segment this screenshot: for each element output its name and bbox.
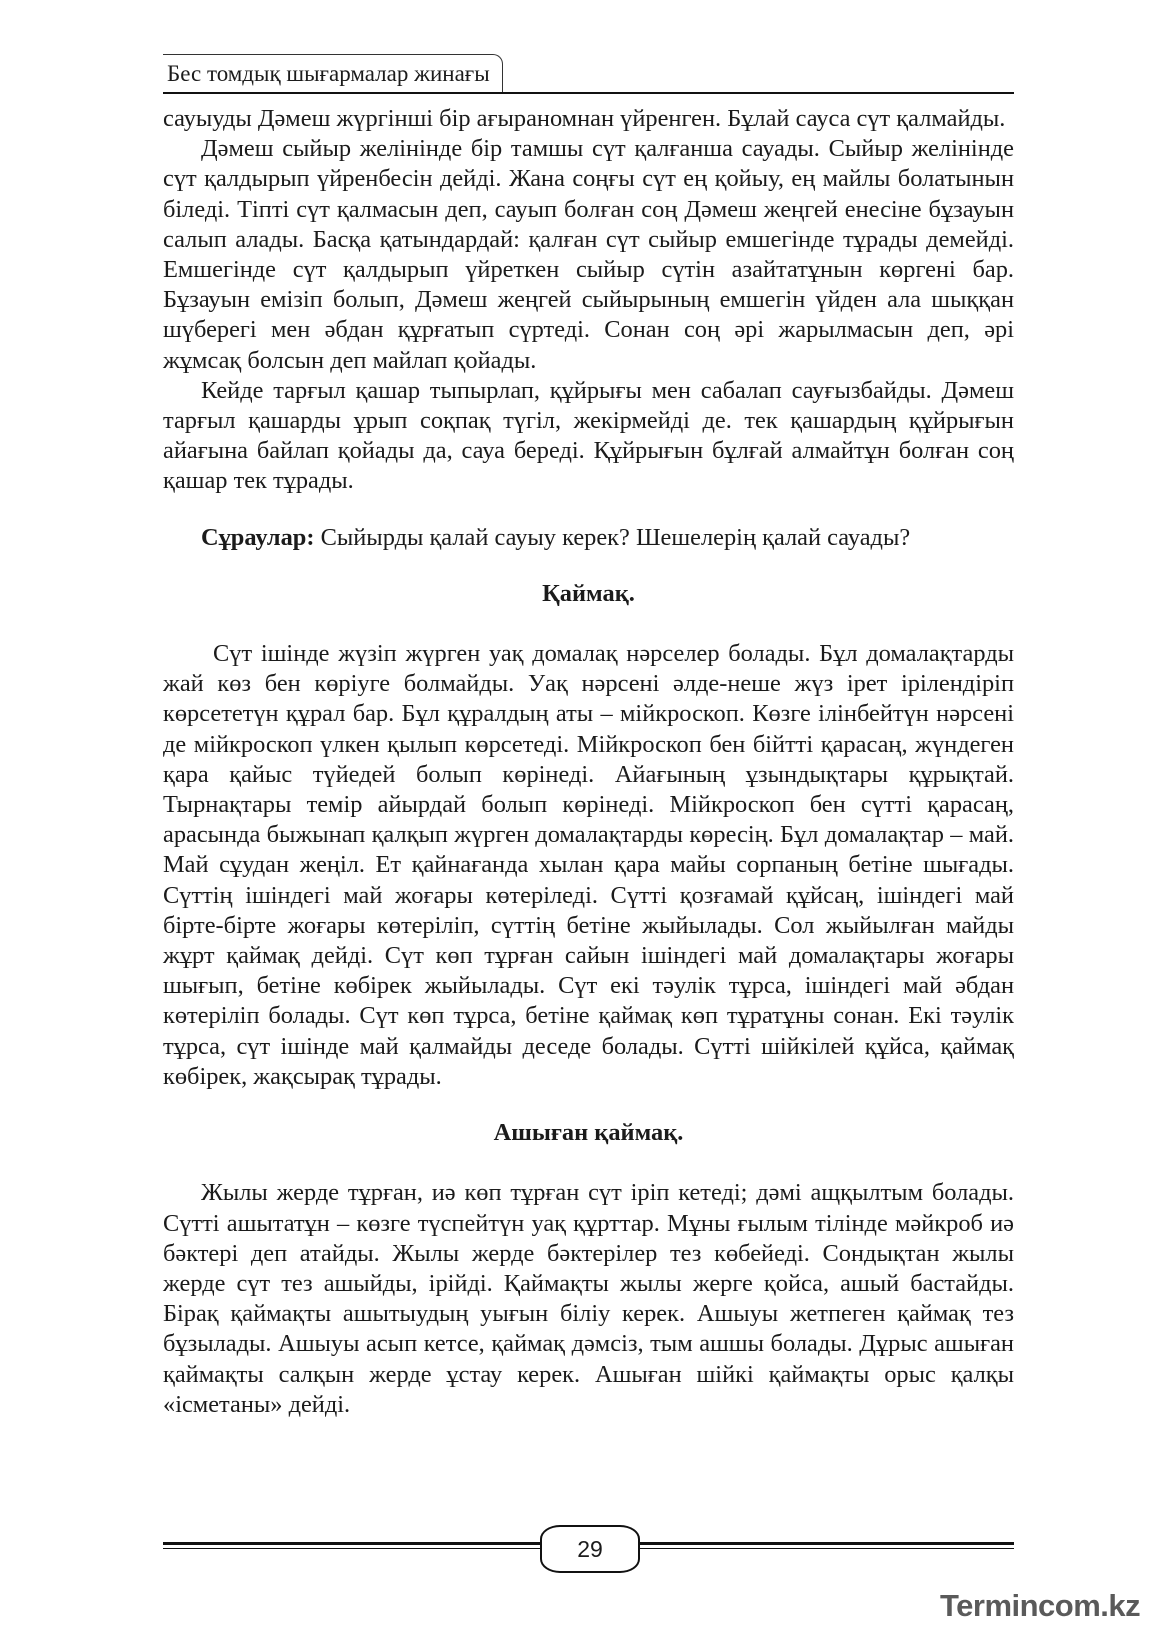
section-heading: Қаймақ. <box>542 579 635 607</box>
paragraph-continued: сауыуды Дәмеш жүргінші бір ағыраномнан үйренген. Бұлай сауса сүт қалмайды. <box>163 105 1006 132</box>
questions-text: Сыйырды қалай сауыу керек? Шешелерің қалай сауады? <box>314 523 911 551</box>
page-body <box>163 104 1014 1420</box>
paragraph: Кейде тарғыл қашар тыпырлап, құйрығы мен сабалап сауғызбайды. Дәмеш тарғыл қашарды ұрып соқпақ түгіл, жекірмейді де. тек қашардың құйрығын айағына байлап қойады да, сауа береді. Құйрығын бұлғай алмайтұн болған соң қашар тек тұрады. <box>163 376 1014 495</box>
paragraph: Жылы жерде тұрған, иә көп тұрған сүт іріп кетеді; дәмі ащқылтым болады. Сүтті ашытатұн – көзге түспейтүн уақ құрттар. Мұны ғылым тілінде мәйкроб иә бәктері деп атайды. Жылы жерде бәктерілер тез көбейеді. Сондықтан жылы жерде сүт тез ашыйды, ірійді. Қаймақты жылы жерге қойса, ашый бастайды. Бірақ қаймақты ашытыудың уығын біліу керек. Ашыуы жетпеген қаймақ тез бұзылады. Ашыуы асып кетсе, қаймақ дәмсіз, тым ашшы болады. Дұрыс ашыған қаймақты салқын жерде ұстау керек. Ашыған шійкі қаймақты орыс қалқы «ісметаны» дейді. <box>163 1179 1014 1418</box>
book-title: Бес томдық шығармалар жинағы <box>167 61 490 86</box>
header-rule <box>163 92 1014 94</box>
questions-label: Сұраулар: <box>201 523 315 551</box>
paragraph: Дәмеш сыйыр желінінде бір тамшы сүт қалғанша сауады. Сыйыр желінінде сүт қалдырып үйренбесін дейді. Жана соңғы сүт ең қойыу, ең майлы болатынын біледі. Тіпті сүт қалмасын деп, сауып болған соң Дәмеш жеңгей енесіне бұзауын салып алады. Басқа қатындардай: қалған сүт сыйыр емшегінде тұрады демейді. Емшегінде сүт қалдырып үйреткен сыйыр сүтін азайтатұнын көргені бар. Бұзауын емізіп болып, Дәмеш жеңгей сыйырының емшегін үйден ала шыққан шүберегі мен әбдан құрғатып сүртеді. Сонан соң әрі жарылмасын деп, әрі жұмсақ болсын деп майлап қойады. <box>163 135 1014 374</box>
questions <box>163 523 1014 553</box>
page-number: 29 <box>540 1525 640 1573</box>
watermark-logo <box>940 1584 1145 1628</box>
page-footer <box>163 1520 1014 1576</box>
page-header <box>163 54 1014 94</box>
section-heading: Ашыған қаймақ. <box>493 1119 684 1147</box>
watermark-text: Termincom.kz <box>940 1588 1141 1623</box>
header-tab <box>163 54 503 93</box>
paragraph: Сүт ішінде жүзіп жүрген уақ домалақ нәрселер болады. Бұл домалақтарды жай көз бен көріуге болмайды. Уақ нәрсені әлде-неше жүз ірет ірілендіріп көрсететүн құрал бар. Бұл құралдың аты – мійкроскоп. Көзге ілінбейтүн нәрсені де мійкроскоп үлкен қылып көрсетеді. Мійкроскоп бен бійтті қарасаң, жүндеген қара қайыс түйедей болып көрінеді. Айағының ұзындықтары құрықтай. Тырнақтары темір айырдай болып көрінеді. Мійкроскоп бен сүтті қарасаң, арасында быжынап қалқып жүрген домалақтарды көресің. Бұл домалақтар – май. Май сұудан жеңіл. Ет қайнағанда хылан қара майы сорпаның бетіне шығады. Сүттің ішіндегі май жоғары көтеріледі. Сүтті қозғамай құйсаң, ішіндегі май бірте-бірте жоғары көтеріліп, сүттің бетіне жыйылады. Сол жыйылған майды жұрт қаймақ дейді. Сүт көп тұрған сайын ішіндегі май домалақтары жоғары шығып, бетіне көбірек жыйылады. Сүт екі тәулік тұрса, ішіндегі май әбдан көтеріліп болады. Сүт көп тұрса, бетіне қаймақ көп тұратұны сонан. Екі тәулік тұрса, сүт ішінде май қалмайды деседе болады. Сүтті шійкілей құйса, қаймақ көбірек, жақсырақ тұрады. <box>163 640 1014 1090</box>
